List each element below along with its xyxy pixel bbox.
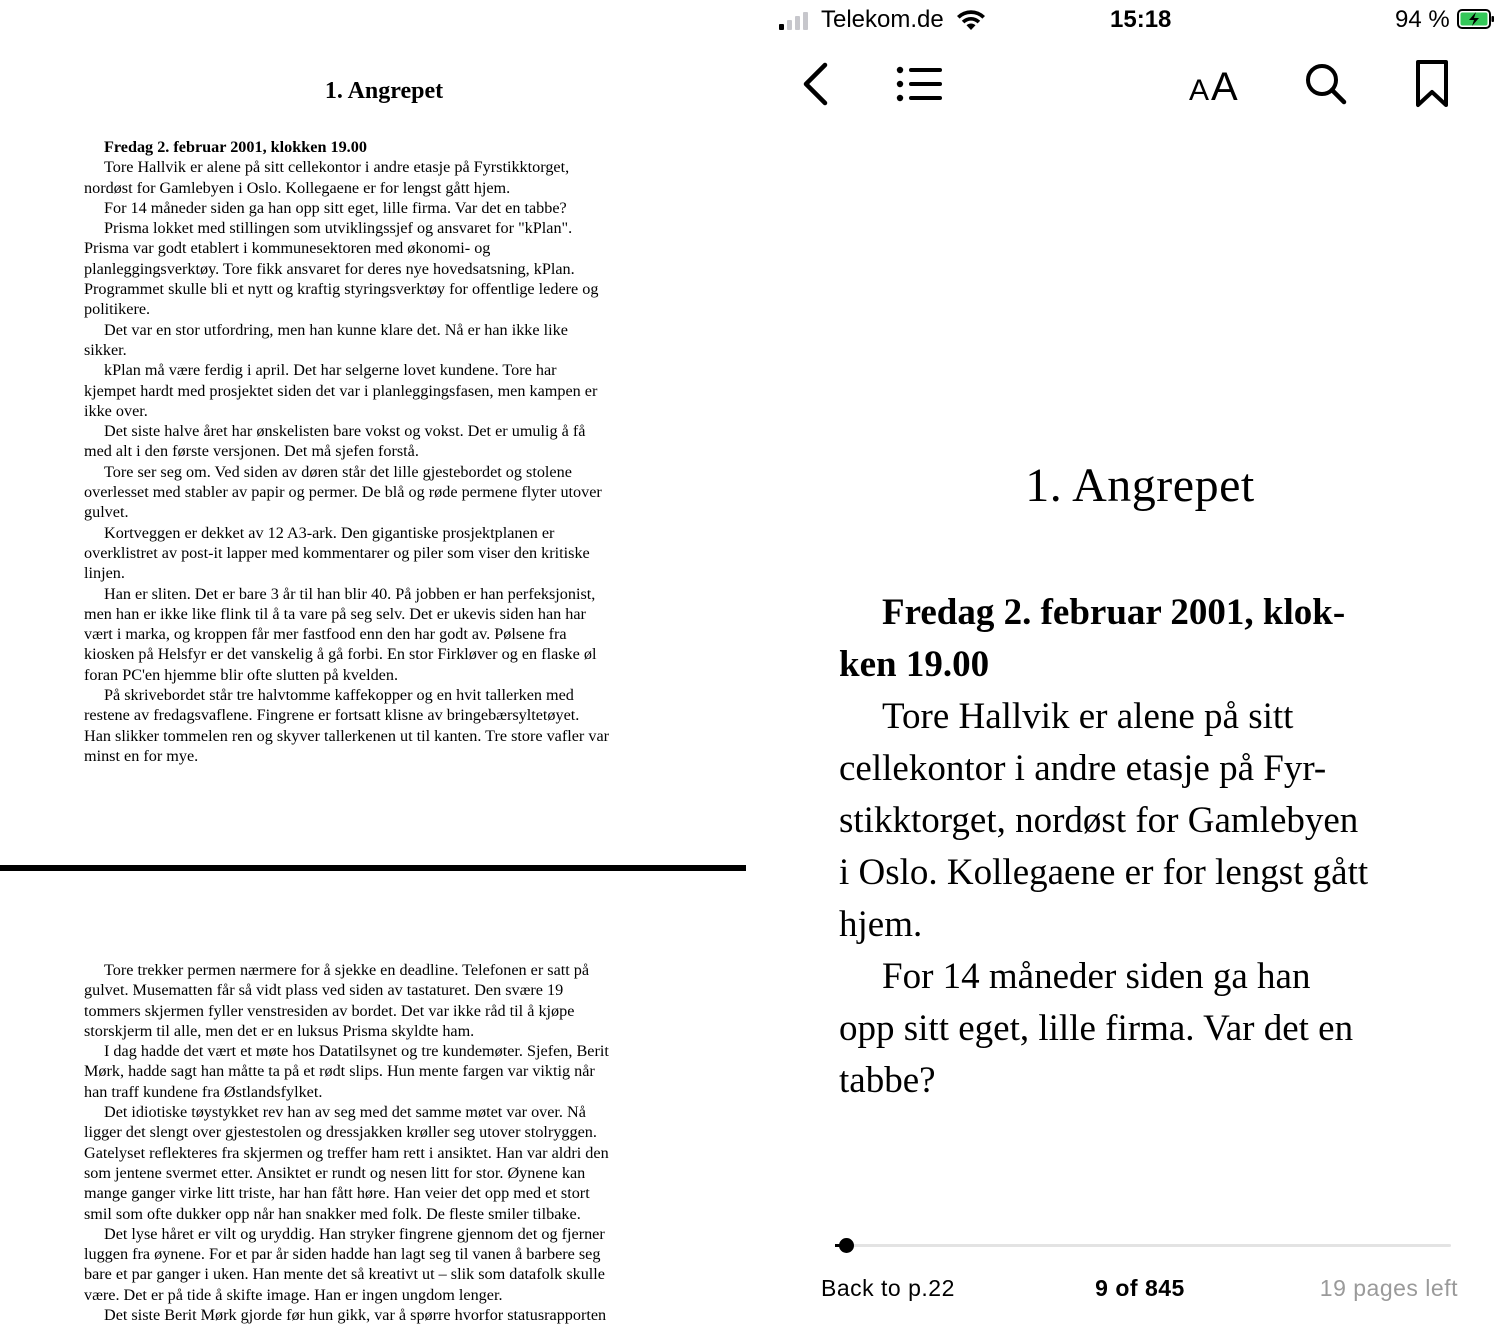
pdf-text-line: Det siste halve året har ønskelisten bare vokst og vokst. Det er umulig å få (104, 422, 586, 441)
pdf-text-line: ikke over. (84, 401, 148, 420)
pdf-text-line: nordøst for Gamlebyen i Oslo. Kollegaene er for lengst gått hjem. (84, 178, 511, 197)
pdf-chapter-title: 1. Angrepet (324, 78, 444, 104)
pdf-text-line: som jentene svermet etter. Ansiktet er rundt og nesen litt for stor. Øynene kan (84, 1163, 586, 1182)
pdf-text-line: Det var en stor utfordring, men han kunne klare det. Nå er han ikke like (104, 320, 568, 339)
reader-text-line: Fredag 2. februar 2001, klok- (882, 592, 1346, 633)
reader-text-line: ken 19.00 (839, 644, 990, 685)
pdf-text-line: men han er ikke like flink til å ta vare på seg selv. Det er ukevis siden han har (84, 604, 586, 623)
pdf-text-line: med alt i den første versjonen. Det må sjefen forstå. (84, 442, 419, 461)
pdf-text-line: Det siste Berit Mørk gjorde før hun gikk, var å spørre hvorfor statusrapporten (104, 1306, 607, 1325)
pdf-text-line: Tore trekker permen nærmere for å sjekke en deadline. Telefonen er satt på (104, 961, 590, 979)
text-size-icon (1187, 64, 1243, 104)
back-to-page-link[interactable]: Back to p.22 (821, 1275, 955, 1301)
reader-text-line: tabbe? (839, 1060, 936, 1101)
page-scrubber[interactable] (835, 1238, 1451, 1254)
list-icon (896, 66, 944, 102)
back-button[interactable] (791, 52, 839, 116)
reader-text-line: cellekontor i andre etasje på Fyr- (839, 748, 1327, 789)
pdf-text-line: Tore Hallvik er alene på sitt cellekontor i andre etasje på Fyrstikktorget, (104, 158, 570, 177)
pdf-preview (0, 0, 748, 1334)
pdf-text-line: Det idiotiske tøystykket rev han av seg med det samme møtet var over. Nå (104, 1103, 586, 1122)
scrubber-track (835, 1244, 1451, 1247)
pdf-text-line: overlesset med stabler av papir og permer. De blå og røde permene flyter utover (84, 483, 602, 502)
pdf-text-line: mange ganger virke litt triste, har han fått høre. Han veier det opp med et stort (84, 1184, 590, 1203)
pdf-text-line: storskjerm til alle, men det er en luksus Prisma skyldte ham. (84, 1021, 475, 1040)
pdf-text-line: Gatelyset reflekteres fra skjermen og treffer ham rett i ansiktet. Han var aldri den (84, 1143, 609, 1162)
pdf-text-line: overklistret av post-it lapper med kommentarer og piler som viser den kritiske (84, 543, 590, 562)
status-bar (755, 0, 1510, 42)
chevron-left-icon (800, 62, 830, 106)
pdf-text-line: Han er sliten. Det er bare 3 år til han blir 40. På jobben er han perfeksjonist, (104, 584, 596, 603)
reader-text-line: stikktorget, nordøst for Gamlebyen (839, 800, 1359, 841)
page-divider (0, 865, 746, 871)
page-count: 9 of 845 (1095, 1275, 1185, 1301)
pdf-text-line: luggen fra øynene. For et par år siden hadde han lagt seg til vanen å barbere seg (84, 1245, 601, 1264)
pdf-page-2-text (84, 960, 664, 1325)
pdf-text-line: smil som ofte dukker opp når han snakker med folk. De fleste smiler tilbake. (84, 1204, 581, 1223)
pdf-text-line: Mørk, hadde sagt han måtte ta på et rødt slips. Hun mente fargen var viktig når (84, 1062, 595, 1081)
reader-page-text (839, 587, 1459, 1107)
pdf-text-line: sikker. (84, 340, 127, 359)
pdf-text-line: foran PC'en hjemme blir ofte slutten på kvelden. (84, 665, 398, 684)
pdf-text-line: gulvet. Musematten får så vidt plass ved siden av tastaturet. Den svære 19 (84, 981, 564, 1000)
wifi-icon (955, 9, 987, 31)
pdf-text-line: han traff kundene fra Østlandsfylket. (84, 1082, 323, 1101)
pdf-text-line: bare et par ganger i uken. Han mente det så kreativt ut – slik som datafolk skulle (84, 1265, 605, 1284)
battery-percentage: 94 % (1395, 6, 1450, 33)
table-of-contents-button[interactable] (891, 52, 949, 116)
pdf-text-line: kjempet hardt med prosjektet siden det var i planleggingsfasen, men kampen er (84, 381, 598, 400)
status-time: 15:18 (1110, 6, 1172, 33)
svg-text:A: A (1211, 65, 1238, 104)
pdf-text-line: ligger det slengt over gjestestolen og dressjakken krøller seg utover stolryggen. (84, 1123, 597, 1142)
pdf-text-line: gulvet. (84, 503, 129, 522)
reader-text-line: i Oslo. Kollegaene er for lengst gått (839, 852, 1369, 893)
pdf-text-line: Prisma lokket med stillingen som utviklingssjef og ansvaret for "kPlan". (104, 219, 573, 238)
reader-text-line: opp sitt eget, lille firma. Var det en (839, 1008, 1354, 1049)
reader-text-line: hjem. (839, 904, 923, 945)
pdf-text-line: Programmet skulle bli et nytt og kraftig styringsverktøy for offentlige ledere og (84, 280, 599, 299)
pdf-text-line: Fredag 2. februar 2001, klokken 19.00 (104, 138, 367, 156)
pdf-text-line: politikere. (84, 300, 151, 319)
scrubber-knob[interactable] (839, 1238, 854, 1253)
reader-text-line: Tore Hallvik er alene på sitt (882, 696, 1294, 737)
pdf-text-line: planleggingsverktøy. Tore fikk ansvaret for deres nye hovedsatsning, kPlan. (84, 259, 575, 278)
pdf-text-line: På skrivebordet står tre halvtomme kaffekopper og en hvit tallerken med (104, 686, 574, 705)
search-icon (1304, 62, 1348, 106)
pdf-text-line: kPlan må være ferdig i april. Det har selgerne lovet kundene. Tore har (104, 361, 557, 380)
bookmark-button[interactable] (1409, 52, 1455, 116)
pdf-text-line: være. Det er på tide å skifte image. Han er ingen ungdom lenger. (84, 1285, 503, 1304)
pdf-text-line: restene av fredagsvaflene. Fingrene er fortsatt klisne av bringebærsyltetøyet. (84, 706, 580, 725)
pdf-text-line: minst en for mye. (84, 746, 199, 765)
pdf-text-line: Prisma var godt etablert i kommunesektoren med økonomi- og (84, 239, 491, 258)
pdf-text-line: Det lyse håret er vilt og uryddig. Han stryker fingrene gjennom det og fjerner (104, 1224, 605, 1243)
pdf-text-line: I dag hadde det vært et møte hos Datatilsynet og tre kundemøter. Sjefen, Berit (104, 1042, 609, 1061)
battery-charging-icon (1457, 8, 1495, 30)
pdf-text-line: Han slikker tommelen ren og skyver tallerkenen ut til kanten. Tre store vafler var (84, 726, 610, 745)
pdf-text-line: tommers skjermen fyller venstresiden av bordet. Det var ikke råd til å kjøpe (84, 1001, 575, 1020)
pdf-text-line: Kortveggen er dekket av 12 A3-ark. Den gigantiske prosjektplanen er (104, 523, 555, 542)
bookmark-icon (1414, 59, 1450, 109)
text-size-button[interactable] (1183, 52, 1247, 116)
reader-text-line: For 14 måneder siden ga han (882, 956, 1311, 997)
pdf-text-line: Tore ser seg om. Ved siden av døren står det lille gjestebordet og stolene (104, 462, 572, 481)
ebook-reader (755, 0, 1510, 1334)
pdf-text-line: linjen. (84, 564, 125, 583)
chapter-title: 1. Angrepet (1025, 459, 1255, 512)
pdf-text-line: kiosken på Helsfyr er det vanskelig å gå forbi. En stor Firkløver og en flaske øl (84, 645, 597, 664)
pdf-page-1-text (84, 137, 664, 766)
carrier-name: Telekom.de (821, 6, 944, 33)
pdf-text-line: For 14 måneder siden ga han opp sitt eget, lille firma. Var det en tabbe? (104, 198, 567, 217)
cellular-signal-icon (779, 10, 808, 30)
pages-left-label: 19 pages left (1319, 1275, 1458, 1301)
svg-text:A: A (1189, 74, 1210, 104)
reader-toolbar (755, 52, 1510, 116)
pdf-text-line: vært i marka, og kroppen får mer fastfood enn den har godt av. Pølsene fra (84, 625, 567, 644)
search-button[interactable] (1301, 52, 1351, 116)
